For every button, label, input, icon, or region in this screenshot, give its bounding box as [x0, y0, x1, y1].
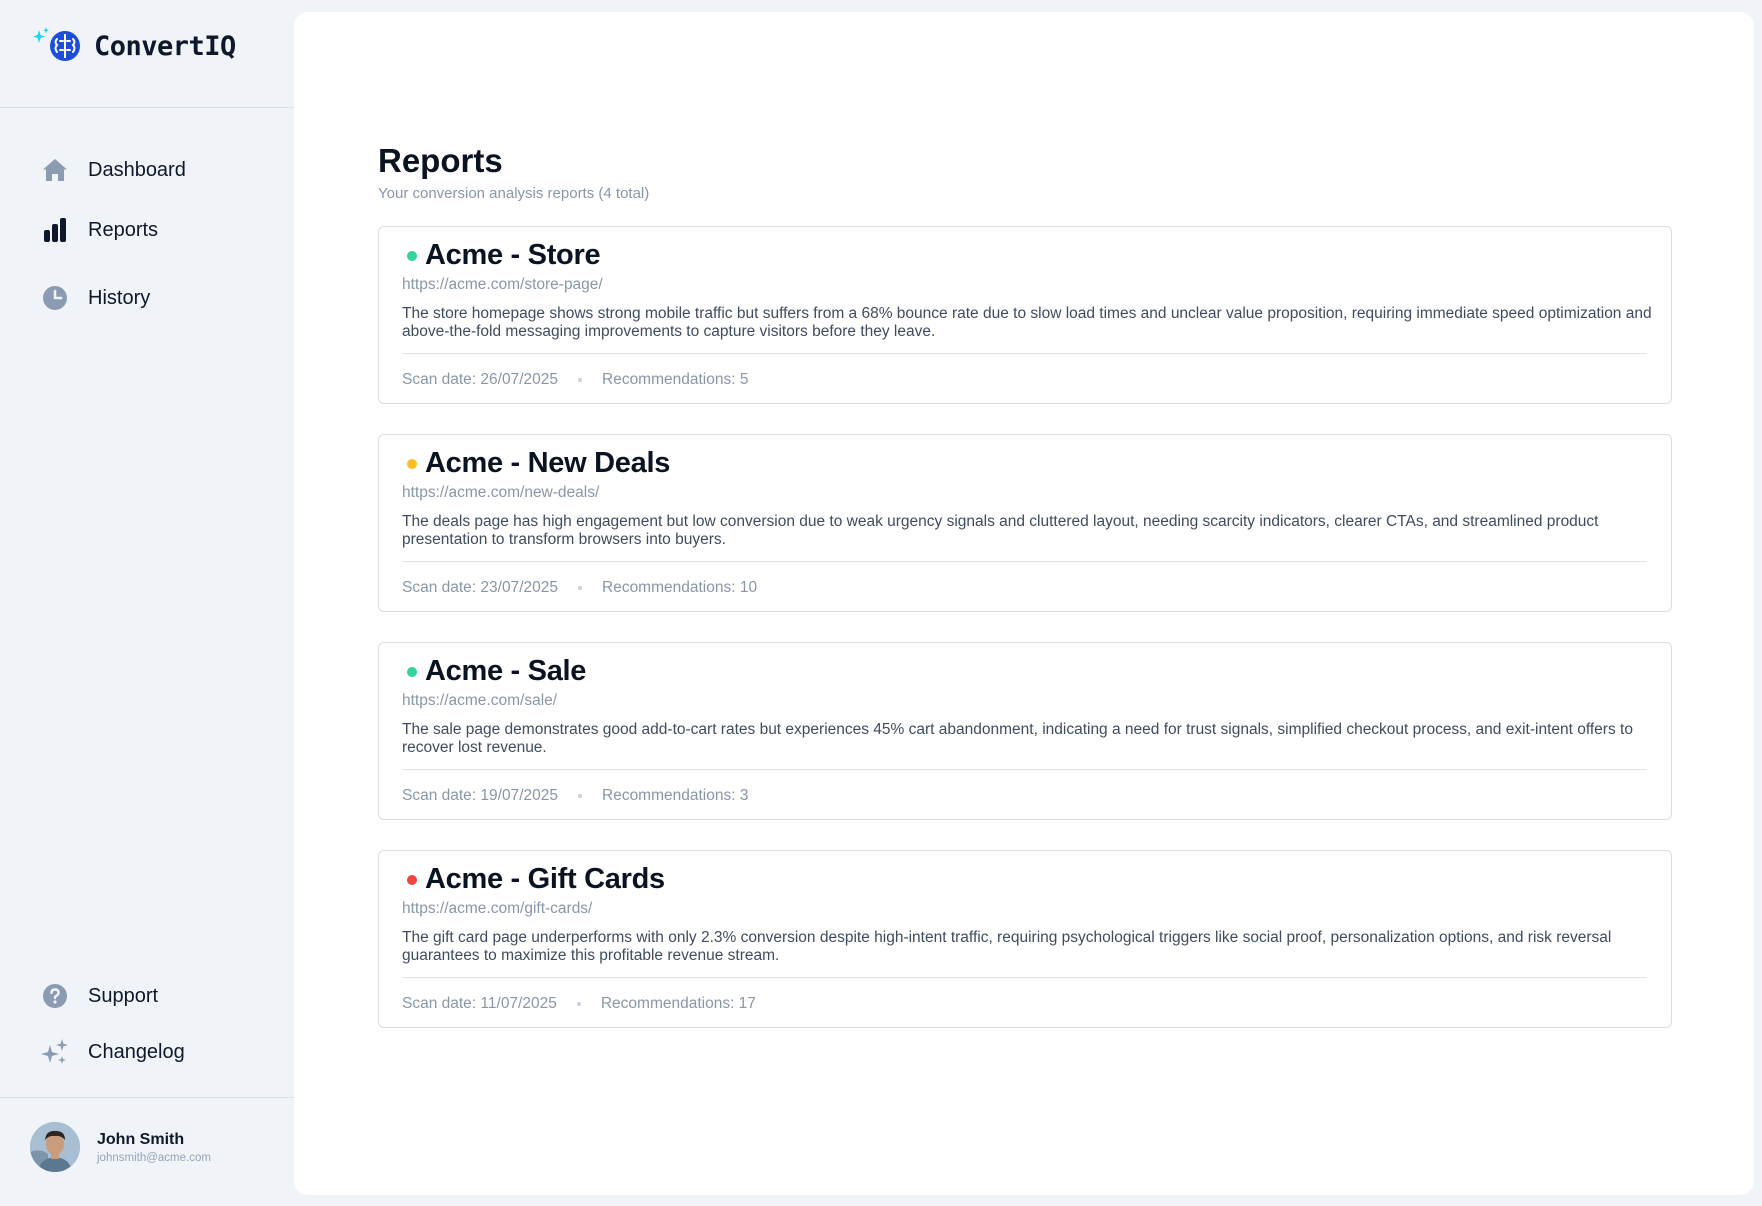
report-description: The deals page has high engagement but low conversion due to weak urgency signals and cluttered layout, needing scarcity indicators, clearer CTAs, and streamlined product presentation to transform browsers into buyers. — [402, 513, 1599, 548]
report-description: The gift card page underperforms with only 2.3% conversion despite high-intent traffic, requiring psychological triggers like social proof, personalization options, and risk reversal guarantees to maximize this profitable revenue stream. — [402, 929, 1612, 964]
home-icon — [40, 155, 70, 185]
report-description: The sale page demonstrates good add-to-cart rates but experiences 45% cart abandonment, indicating a need for trust signals, simplified checkout process, and exit-intent offers to recover lost revenue. — [402, 721, 1633, 756]
report-card[interactable] — [378, 850, 1672, 1028]
sidebar-item-label: History — [88, 286, 151, 309]
report-card[interactable] — [378, 642, 1672, 820]
report-title: Acme - Sale — [425, 655, 587, 687]
user-name: John Smith — [97, 1130, 185, 1148]
sidebar-divider — [0, 107, 294, 108]
report-title: Acme - Store — [425, 239, 601, 271]
clock-icon — [40, 283, 70, 313]
meta-separator — [578, 586, 582, 590]
status-dot — [407, 667, 417, 677]
report-description: The store homepage shows strong mobile traffic but suffers from a 68% bounce rate due to slow load times and unclear value proposition, requiring immediate speed optimization and above-the-fold messaging improvements to capture visitors before they leave. — [402, 305, 1652, 340]
avatar — [30, 1122, 80, 1172]
sparkles-icon — [40, 1037, 70, 1067]
sidebar-item-label: Support — [88, 984, 159, 1007]
user-profile[interactable] — [30, 1122, 211, 1172]
report-url: https://acme.com/new-deals/ — [402, 484, 600, 501]
scan-date: Scan date: 26/07/2025 — [402, 371, 558, 388]
meta-separator — [577, 1002, 581, 1006]
page-title: Reports — [378, 142, 503, 179]
help-icon — [40, 981, 70, 1011]
card-divider — [402, 561, 1647, 562]
card-divider — [402, 353, 1647, 354]
user-email: johnsmith@acme.com — [97, 1151, 211, 1164]
report-url: https://acme.com/store-page/ — [402, 276, 603, 293]
status-dot — [407, 875, 417, 885]
sidebar-item-label: Reports — [88, 218, 159, 241]
report-url: https://acme.com/sale/ — [402, 692, 558, 709]
brand-logo[interactable] — [30, 26, 236, 66]
recommendations-count: Recommendations: 3 — [602, 787, 749, 804]
sidebar-item-changelog[interactable] — [40, 1032, 260, 1072]
report-meta — [402, 579, 757, 597]
main-panel — [294, 12, 1754, 1195]
scan-date: Scan date: 23/07/2025 — [402, 579, 558, 596]
brain-sparkle-icon — [30, 26, 82, 66]
report-card[interactable] — [378, 226, 1672, 404]
sidebar-divider — [0, 1097, 294, 1098]
recommendations-count: Recommendations: 5 — [602, 371, 749, 388]
report-url: https://acme.com/gift-cards/ — [402, 900, 593, 917]
report-card[interactable] — [378, 434, 1672, 612]
brand-name: ConvertIQ — [94, 30, 236, 62]
status-dot — [407, 459, 417, 469]
report-meta — [402, 995, 756, 1013]
sidebar-item-history[interactable] — [40, 278, 260, 318]
sidebar-item-label: Changelog — [88, 1040, 185, 1063]
card-divider — [402, 977, 1647, 978]
sidebar-item-reports[interactable] — [40, 210, 260, 250]
report-title: Acme - New Deals — [425, 447, 671, 479]
sidebar-item-dashboard[interactable] — [40, 150, 260, 190]
recommendations-count: Recommendations: 17 — [600, 995, 756, 1012]
status-dot — [407, 251, 417, 261]
sidebar — [0, 0, 294, 1206]
meta-separator — [578, 794, 582, 798]
scan-date: Scan date: 11/07/2025 — [402, 995, 557, 1012]
report-title: Acme - Gift Cards — [425, 863, 665, 895]
scan-date: Scan date: 19/07/2025 — [402, 787, 558, 804]
recommendations-count: Recommendations: 10 — [602, 579, 758, 596]
card-divider — [402, 769, 1647, 770]
meta-separator — [578, 378, 582, 382]
report-meta — [402, 371, 748, 389]
bar-chart-icon — [40, 215, 70, 245]
sidebar-item-support[interactable] — [40, 976, 260, 1016]
sidebar-item-label: Dashboard — [88, 158, 186, 181]
report-meta — [402, 787, 748, 805]
page-subtitle: Your conversion analysis reports (4 total) — [378, 185, 650, 202]
